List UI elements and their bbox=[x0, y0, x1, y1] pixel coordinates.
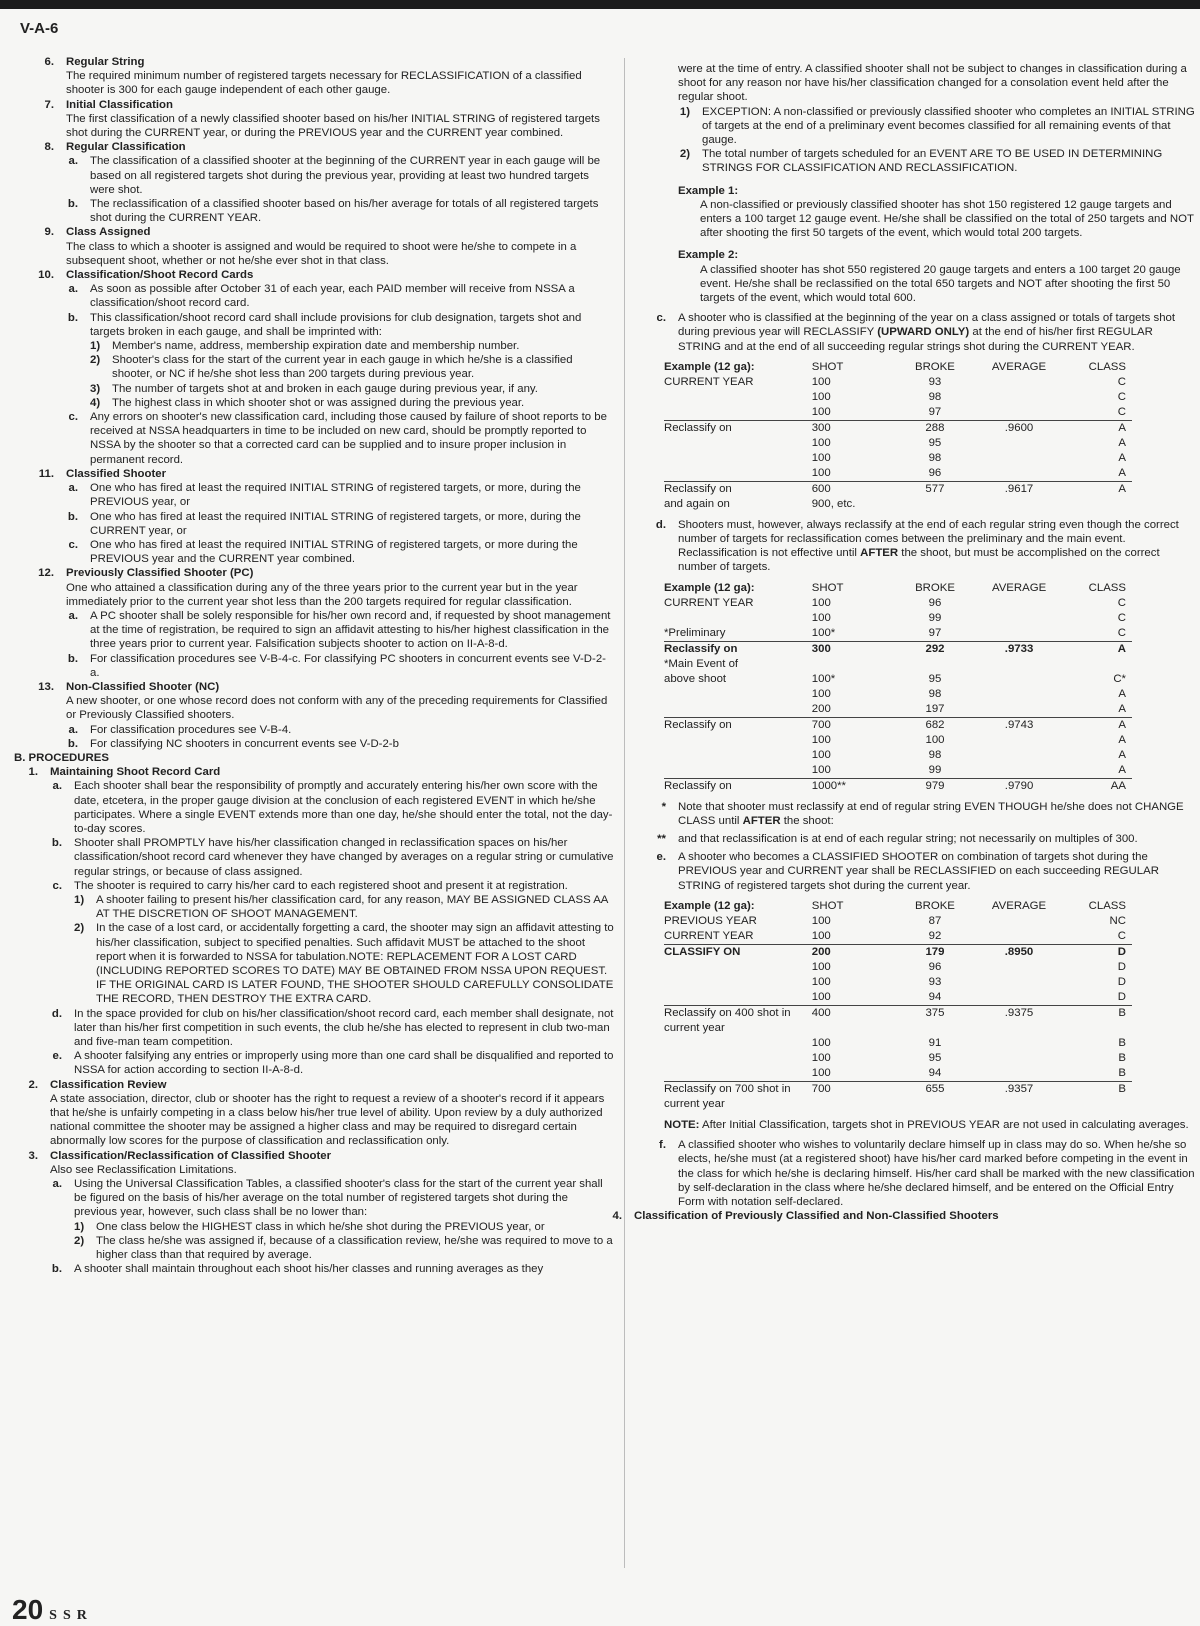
table-cell bbox=[664, 466, 812, 482]
table-row bbox=[664, 481, 1132, 497]
table-cell: 100 bbox=[811, 405, 831, 418]
example-1-text: A non-classified or previously classified shooter has shot 150 registered 12 gauge targets and enters a 100 target 12 gauge event. He/she shall be classified on the total of 250 targets and NOT after shooting the first 50 targets of the event, which would total 200 targets. bbox=[700, 198, 1194, 240]
table-cell: 300 bbox=[812, 641, 891, 657]
item-title: Classification/Reclassification of Classified Shooter bbox=[50, 1149, 332, 1162]
table-cell: 96 bbox=[928, 466, 942, 479]
table-cell: *Main Event of bbox=[664, 657, 739, 670]
table-cell: B bbox=[1118, 1036, 1126, 1049]
right-column bbox=[612, 62, 1198, 1223]
example-table-3 bbox=[664, 899, 1132, 1112]
table-row bbox=[664, 375, 1132, 390]
table-cell bbox=[979, 975, 1058, 990]
table-header bbox=[664, 360, 1132, 375]
table-cell bbox=[979, 929, 1058, 945]
table-row bbox=[664, 763, 1132, 779]
table-cell: 95 bbox=[928, 672, 942, 685]
table-cell bbox=[979, 960, 1058, 975]
table-cell: 100 bbox=[811, 466, 831, 479]
table-cell bbox=[979, 497, 1058, 512]
table-cell: 98 bbox=[928, 748, 942, 761]
table-cell: 700 bbox=[812, 1081, 891, 1112]
column-header: CLASS bbox=[1088, 581, 1126, 594]
table-cell: C bbox=[1117, 375, 1126, 388]
note: NOTE: After Initial Classification, targets shot in PREVIOUS YEAR are not used in calculating averages. bbox=[664, 1118, 1189, 1131]
procedure-2: 2. Classification Review A state association, director, club or shooter has the right to request a review of a shooter's record if it appears that he/she is unfairly competing in a class below his/her true level of ability. Upon review by a duly authorized national committee the shooter may be assigned a higher class and may be required to disregard certain abnormally low scores for the purpose of classification and reclassification only. bbox=[18, 1078, 614, 1149]
table-cell bbox=[979, 436, 1058, 451]
example-2-text: A classified shooter has shot 550 registered 20 gauge targets and enters a 100 target 20 gauge event. He/she shall be reclassified on the total 650 targets and NOT after shooting the first 50 targets of the event, which would total 600. bbox=[700, 263, 1181, 305]
table-row bbox=[664, 960, 1132, 975]
table-cell: .9733 bbox=[979, 641, 1058, 657]
column-header: SHOT bbox=[811, 899, 844, 912]
item-13: 13. Non-Classified Shooter (NC) A new shooter, or one whose record does not conform with any of the preceding requirements for Classified or Previously Classified shooters. a. For classification procedures see V-B-4. b. For classifying NC shooters in concurrent events see V-D-2-b bbox=[30, 680, 614, 751]
table-cell: A bbox=[1059, 717, 1132, 733]
table-cell: and again on bbox=[664, 497, 730, 510]
table-cell: CURRENT YEAR bbox=[664, 375, 754, 388]
table-cell bbox=[664, 436, 812, 451]
table-cell: 97 bbox=[928, 626, 942, 639]
table-cell: 87 bbox=[928, 914, 942, 927]
footnote-1: * Note that shooter must reclassify at end of regular string EVEN THOUGH he/she does not CHANGE CLASS until AFTER the shoot: bbox=[661, 800, 1184, 827]
table-row bbox=[664, 451, 1132, 466]
example-table-2 bbox=[664, 581, 1132, 794]
table-cell: *Preliminary bbox=[664, 626, 726, 639]
table-cell: B bbox=[1118, 1051, 1126, 1064]
column-divider bbox=[624, 58, 625, 1568]
table-cell: 92 bbox=[928, 929, 942, 942]
continued-text: were at the time of entry. A classified shooter shall not be subject to changes in classification during a shoot for any reason nor have his/her classification changed for a consolation event held after the regular shoot. bbox=[678, 63, 1187, 104]
table-cell: D bbox=[1059, 944, 1132, 960]
item-title: Regular String bbox=[66, 56, 145, 68]
table-cell: C bbox=[1117, 405, 1126, 418]
table-cell: 100 bbox=[811, 990, 831, 1003]
table-cell bbox=[979, 914, 1058, 929]
table-cell: 1000** bbox=[812, 778, 891, 794]
table-cell bbox=[1059, 657, 1132, 672]
table-row bbox=[664, 733, 1132, 748]
table-row bbox=[664, 1051, 1132, 1066]
column-header: BROKE bbox=[914, 360, 955, 373]
section-header: V-A-6 bbox=[20, 20, 59, 37]
column-header: BROKE bbox=[915, 899, 955, 912]
table-cell: 98 bbox=[928, 687, 942, 700]
table-cell bbox=[979, 1066, 1058, 1082]
example-table-1 bbox=[664, 360, 1132, 512]
table-cell bbox=[979, 687, 1058, 702]
table-cell: 979 bbox=[891, 778, 980, 794]
table-cell: 100 bbox=[811, 436, 831, 449]
table-cell: 577 bbox=[891, 481, 980, 497]
column-header: CLASS bbox=[1088, 360, 1126, 373]
table-row bbox=[664, 1036, 1132, 1051]
table-cell: .9375 bbox=[979, 1005, 1058, 1036]
table-cell: Reclassify on bbox=[664, 641, 812, 657]
table-row bbox=[664, 702, 1132, 718]
table-cell: B bbox=[1059, 1081, 1132, 1112]
table-cell: PREVIOUS YEAR bbox=[664, 914, 757, 927]
table-row bbox=[664, 466, 1132, 482]
table-cell: 96 bbox=[928, 960, 942, 973]
table-cell: .9357 bbox=[979, 1081, 1058, 1112]
table-cell bbox=[979, 990, 1058, 1006]
table-cell: A bbox=[1118, 702, 1126, 715]
table-cell bbox=[979, 748, 1058, 763]
procedure-1: 1. Maintaining Shoot Record Card a. Each shooter shall bear the responsibility of promptly and accurately entering his/her own score with the date, etcetera, in the proper gauge division at the conclusion of each registered EVENT in which he/she participates. Where a single EVENT extends more than one day, he/she should enter the total, not the day-to-day scores. b. Shooter shall PROMPTLY have his/her classification changed in reclassification spaces on his/her classification/shoot record card whenever they have changed by averages on a regular string or cumulative regular strings, or because of class assigned. c. The shooter is required to carry his/her card to each registered shoot and present it at registration. 1) A shooter failing to present his/her classification card, for any reason, MAY BE ASSIGNED CLASS AA AT THE DISCRETION OF SHOOT MANAGEMENT. 2) In the case of a lost card, or accidentally forgetting a card, the shooter may sign an affidavit attesting to his/her classification, subject to specified penalties. Such affidavit MUST be attached to the shoot report when it is forwarded to NSSA for tabulation.NOTE: REPLACEMENT FOR A LOST CARD (INCLUDING REPORTED SCORES TO DATE) MAY BE OBTAINED FROM NSSA UPON REQUEST. IF THE ORIGINAL CARD IS LATER FOUND, THE SHOOTER SHOULD CAREFULLY CONSOLIDATE THE RECORD, THEN DESTROY THE EXTRA CARD. d. In the space provided for club on his/her classification/shoot record card, each member shall designate, not later than his/her first competition in such events, the club he/she has elected to represent in club two-man and five-man team competition. e. A shooter falsifying any entries or improperly using more than one card shall be disqualified and reported to NSSA for action according to section II-A-8-d. bbox=[28, 766, 614, 1077]
table-cell: 98 bbox=[928, 451, 942, 464]
table-cell: 200 bbox=[811, 702, 831, 715]
table-cell bbox=[664, 990, 812, 1006]
table-cell: 292 bbox=[891, 641, 980, 657]
table-cell bbox=[664, 1051, 812, 1066]
page-footer bbox=[12, 1594, 93, 1626]
table-row bbox=[664, 657, 1132, 672]
procedure-3: 3. Classification/Reclassification of Classified Shooter Also see Reclassification Limitations. a. Using the Universal Classification Tables, a classified shooter's class for the start of the current year shall be figured on the basis of his/her average on the total number of registered targets shot during the previous year, however, such class shall be no lower than: 1) One class below the HIGHEST class in which he/she shot during the PREVIOUS year, or 2) The class he/she was assigned if, because of a classification review, he/she was required to move to a higher class than that required by average. b. A shooter shall maintain throughout each shoot his/her classes and running averages as they bbox=[28, 1149, 613, 1276]
table-cell bbox=[812, 657, 891, 672]
table-cell bbox=[979, 466, 1058, 482]
table-cell: A bbox=[1059, 481, 1132, 497]
table-cell: 100 bbox=[811, 960, 831, 973]
table-cell bbox=[979, 390, 1058, 405]
column-header: BROKE bbox=[915, 581, 955, 594]
item-6: 6. Regular String The required minimum number of registered targets necessary for RECLASSIFICATION of a classified shooter is 300 for each gauge independent of each other gauge. bbox=[30, 55, 614, 98]
table-cell bbox=[664, 687, 812, 702]
column-header: AVERAGE bbox=[991, 581, 1047, 594]
page-number: 20 bbox=[12, 1594, 44, 1625]
item-title: Classified Shooter bbox=[66, 467, 167, 480]
column-header: AVERAGE bbox=[991, 899, 1047, 912]
table-cell bbox=[664, 763, 812, 779]
table-cell: A bbox=[1118, 451, 1126, 464]
table-cell bbox=[664, 451, 812, 466]
table-cell bbox=[891, 497, 980, 512]
column-header: SHOT bbox=[811, 360, 844, 373]
table-cell bbox=[664, 390, 812, 405]
column-header: CLASS bbox=[1088, 899, 1126, 912]
item-f: f. A classified shooter who wishes to voluntarily declare himself up in class may do so. When he/she so elects, he/she must (at a registered shoot) have his/her card marked before competing in the event in the class for which he/she is declaring himself. His/her card shall be marked with the new classification by self-declaration in the class where he/she declared himself, and be entered on the Official Entry Form with notation self-declared. bbox=[659, 1139, 1195, 1208]
table-cell: A bbox=[1118, 763, 1126, 776]
item-12: 12. Previously Classified Shooter (PC) One who attained a classification during any of the three years prior to the current year but in the year immediately prior to the current year shot less than the 200 targets required for regular classification. a. A PC shooter shall be solely responsible for his/her own record and, if requested by shoot management at the time of registration, be required to sign an affidavit attesting to his/her highest classification in the three years prior to current year. Falsification subjects shooter to action on II-A-8-d. b. For classification procedures see V-B-4-c. For classifying PC shooters in concurrent events see V-D-2-a. bbox=[30, 566, 614, 680]
column-header: Example (12 ga): bbox=[664, 360, 755, 373]
table-cell bbox=[664, 748, 812, 763]
item-d: d. Shooters must, however, always reclassify at the end of each regular string even though the correct number of targets for reclassification comes between the preliminary and the main event. Reclassification is not effective until AFTER the shoot, but must be accomplished on the correct number of targets. bbox=[655, 518, 1179, 574]
table-cell: 179 bbox=[891, 944, 980, 960]
table-cell bbox=[664, 960, 812, 975]
table-cell: A bbox=[1118, 733, 1126, 746]
table-cell: 91 bbox=[928, 1036, 942, 1049]
table-cell: C bbox=[1117, 390, 1126, 403]
column-header: AVERAGE bbox=[991, 360, 1047, 373]
table-cell: 100 bbox=[811, 929, 831, 942]
table-row bbox=[664, 914, 1132, 929]
table-cell: 93 bbox=[928, 975, 942, 988]
table-row bbox=[664, 672, 1132, 687]
table-row bbox=[664, 611, 1132, 626]
item-c: c. A shooter who is classified at the beginning of the year on a class assigned or totals of targets shot during previous year will RECLASSIFY (UPWARD ONLY) at the end of his/her first REGULAR STRING and at the end of all succeeding regular strings shot during the CURRENT YEAR. bbox=[656, 312, 1176, 353]
table-cell bbox=[664, 733, 812, 748]
table-cell: NC bbox=[1109, 914, 1126, 927]
table-cell bbox=[664, 611, 812, 626]
table-cell: C bbox=[1117, 596, 1126, 609]
table-cell: 98 bbox=[928, 390, 942, 403]
table-cell: 200 bbox=[812, 944, 891, 960]
table-cell: CURRENT YEAR bbox=[664, 596, 754, 609]
table-cell: 100 bbox=[811, 748, 831, 761]
item-8: 8. Regular Classification a. The classification of a classified shooter at the beginning of the CURRENT year in each gauge will be based on all registered targets shot during the previous year, providing at least two hundred targets were shot. b. The reclassification of a classified shooter based on his/her average for totals of all registered targets shot during the CURRENT YEAR. bbox=[30, 140, 614, 225]
table-cell: 375 bbox=[891, 1005, 980, 1036]
table-cell: AA bbox=[1059, 778, 1132, 794]
table-cell: C bbox=[1117, 611, 1126, 624]
table-row bbox=[664, 626, 1132, 642]
column-header: Example (12 ga): bbox=[664, 581, 755, 594]
table-cell: 100 bbox=[811, 1051, 831, 1064]
table-cell: 100 bbox=[811, 687, 831, 700]
table-cell: 600 bbox=[812, 481, 891, 497]
table-cell: 93 bbox=[928, 375, 942, 388]
table-row bbox=[664, 390, 1132, 405]
example-2-title: Example 2: bbox=[678, 249, 739, 262]
table-cell: 100 bbox=[811, 390, 831, 403]
table-cell: A bbox=[1059, 641, 1132, 657]
table-cell: 99 bbox=[928, 611, 942, 624]
table-row bbox=[664, 717, 1132, 733]
column-header: Example (12 ga): bbox=[664, 899, 755, 912]
table-row bbox=[664, 778, 1132, 794]
table-cell: 94 bbox=[928, 1066, 942, 1079]
table-cell: B bbox=[1059, 1005, 1132, 1036]
table-cell: A bbox=[1118, 748, 1126, 761]
exception-2: 2) The total number of targets scheduled for an EVENT ARE TO BE USED IN DETERMINING STRINGS FOR CLASSIFICATION AND RECLASSIFICATION. bbox=[679, 148, 1163, 175]
table-cell: .9600 bbox=[979, 420, 1058, 436]
table-header bbox=[664, 899, 1132, 914]
item-title: Classification Review bbox=[50, 1078, 167, 1091]
table-cell: 100 bbox=[811, 375, 831, 388]
table-cell: 100* bbox=[811, 672, 836, 685]
table-cell: 700 bbox=[812, 717, 891, 733]
table-cell bbox=[979, 672, 1058, 687]
table-cell: 100 bbox=[811, 611, 831, 624]
table-header bbox=[664, 581, 1132, 596]
table-cell bbox=[979, 451, 1058, 466]
table-cell: .9790 bbox=[979, 778, 1058, 794]
table-cell: above shoot bbox=[664, 672, 727, 685]
table-cell: A bbox=[1118, 687, 1126, 700]
table-row bbox=[664, 975, 1132, 990]
table-cell: .9617 bbox=[979, 481, 1058, 497]
table-cell: CLASSIFY ON bbox=[664, 944, 812, 960]
table-cell: D bbox=[1117, 960, 1126, 973]
table-cell bbox=[979, 733, 1058, 748]
item-title: Maintaining Shoot Record Card bbox=[50, 766, 221, 779]
table-cell bbox=[891, 657, 980, 672]
item-title: Class Assigned bbox=[66, 226, 151, 239]
table-cell: D bbox=[1117, 990, 1126, 1003]
table-cell: 100 bbox=[811, 596, 831, 609]
table-cell: .8950 bbox=[979, 944, 1058, 960]
table-cell: 300 bbox=[812, 420, 891, 436]
item-11: 11. Classified Shooter a. One who has fired at least the required INITIAL STRING of registered targets, or more, during the PREVIOUS year, or b. One who has fired at least the required INITIAL STRING of registered targets, or more, during the CURRENT year, or c. One who has fired at least the required INITIAL STRING of registered targets, or more during the PREVIOUS year and the CURRENT year combined. bbox=[30, 467, 614, 566]
table-cell bbox=[664, 975, 812, 990]
footnote-2: ** and that reclassification is at end of each regular string; not necessarily on multiples of 300. bbox=[657, 833, 1138, 846]
table-cell bbox=[979, 1036, 1058, 1051]
table-cell: 197 bbox=[925, 702, 945, 715]
table-cell: 100 bbox=[925, 733, 945, 746]
table-cell: 95 bbox=[928, 1051, 942, 1064]
table-row bbox=[664, 748, 1132, 763]
table-row bbox=[664, 436, 1132, 451]
table-row bbox=[664, 944, 1132, 960]
table-cell: 100 bbox=[811, 975, 831, 988]
section-heading: B. PROCEDURES bbox=[14, 751, 109, 764]
table-row bbox=[664, 1081, 1132, 1112]
table-cell: 900, etc. bbox=[811, 497, 856, 510]
table-cell: 100 bbox=[811, 733, 831, 746]
table-row bbox=[664, 1005, 1132, 1036]
table-row bbox=[664, 497, 1132, 512]
top-bar bbox=[0, 0, 1200, 9]
table-row bbox=[664, 596, 1132, 611]
table-cell: B bbox=[1118, 1066, 1126, 1079]
example-1-title: Example 1: bbox=[678, 184, 739, 197]
exception-1: 1) EXCEPTION: A non-classified or previously classified shooter who completes an INITIAL STRING of targets at the end of a preliminary event becomes classified for all remaining events of that gauge. bbox=[679, 105, 1195, 147]
table-cell: 288 bbox=[891, 420, 980, 436]
table-cell: A bbox=[1118, 436, 1126, 449]
table-cell: C bbox=[1117, 626, 1126, 639]
table-cell bbox=[979, 657, 1058, 672]
item-title: Non-Classified Shooter (NC) bbox=[66, 680, 220, 693]
table-cell: 100* bbox=[811, 626, 836, 639]
item-title: Classification/Shoot Record Cards bbox=[66, 269, 254, 282]
table-cell bbox=[979, 702, 1058, 718]
table-cell bbox=[1059, 497, 1132, 512]
left-column bbox=[14, 55, 614, 1276]
table-cell: 655 bbox=[891, 1081, 980, 1112]
table-cell: 95 bbox=[928, 436, 942, 449]
table-cell bbox=[979, 626, 1058, 642]
table-cell: Reclassify on 400 shot in current year bbox=[664, 1005, 812, 1036]
table-cell: Reclassify on bbox=[664, 717, 812, 733]
table-cell: Reclassify on bbox=[664, 481, 812, 497]
table-cell bbox=[979, 596, 1058, 611]
table-cell: 682 bbox=[891, 717, 980, 733]
table-cell: 96 bbox=[928, 596, 942, 609]
table-cell: 94 bbox=[928, 990, 942, 1003]
table-row bbox=[664, 641, 1132, 657]
table-cell: 100 bbox=[811, 763, 831, 776]
table-cell: A bbox=[1059, 420, 1132, 436]
table-row bbox=[664, 929, 1132, 945]
item-title: Initial Classification bbox=[66, 98, 173, 111]
column-header: SHOT bbox=[811, 581, 844, 594]
table-row bbox=[664, 420, 1132, 436]
table-cell: A bbox=[1118, 466, 1126, 479]
table-cell: 99 bbox=[928, 763, 942, 776]
section-4: 4. Classification of Previously Classified and Non-Classified Shooters bbox=[612, 1210, 999, 1223]
table-cell: C* bbox=[1113, 672, 1126, 685]
item-10: 10. Classification/Shoot Record Cards a. As soon as possible after October 31 of each year, each PAID member will receive from NSSA a classification/shoot record card. b. This classification/shoot record card shall include provisions for club designation, targets shot and targets broken in each gauge, and shall be imprinted with: 1) Member's name, address, membership expiration date and membership number. 2) Shooter's class for the start of the current year in each gauge in which he/she is a classified shooter, or NC if he/she shot less than 200 targets during previous year. 3) The number of targets shot at and broken in each gauge during previous year, if any. 4) The highest class in which shooter shot or was assigned during the previous year. c. Any errors on shooter's new classification card, including those caused by failure of shoot reports to be received at NSSA headquarters in time to be included on new card, should be promptly reported to NSSA by the shooter so that a corrected card can be supplied and to insure proper inclusion in permanent record. bbox=[30, 268, 614, 467]
table-cell: 100 bbox=[811, 1066, 831, 1079]
table-cell: 97 bbox=[928, 405, 942, 418]
table-cell bbox=[979, 405, 1058, 421]
table-cell bbox=[664, 1036, 812, 1051]
table-cell bbox=[979, 763, 1058, 779]
item-7: 7. Initial Classification The first classification of a newly classified shooter based on his/her INITIAL STRING of registered targets shot during the CURRENT year, or during the PREVIOUS year and the CURRENT year combined. bbox=[30, 98, 614, 141]
table-cell: 100 bbox=[811, 451, 831, 464]
table-cell bbox=[979, 1051, 1058, 1066]
table-cell: 100 bbox=[811, 1036, 831, 1049]
table-cell: 100 bbox=[811, 914, 831, 927]
table-row bbox=[664, 687, 1132, 702]
item-title: Previously Classified Shooter (PC) bbox=[66, 567, 254, 580]
table-row bbox=[664, 990, 1132, 1006]
table-cell: C bbox=[1117, 929, 1126, 942]
table-row bbox=[664, 405, 1132, 421]
table-cell bbox=[664, 702, 812, 718]
table-cell: CURRENT YEAR bbox=[664, 929, 754, 942]
table-cell: 400 bbox=[812, 1005, 891, 1036]
table-row bbox=[664, 1066, 1132, 1082]
table-cell: Reclassify on bbox=[664, 778, 812, 794]
table-cell bbox=[979, 611, 1058, 626]
item-title: Regular Classification bbox=[66, 141, 186, 154]
table-cell bbox=[664, 405, 812, 421]
item-e: e. A shooter who becomes a CLASSIFIED SHOOTER on combination of targets shot during the PREVIOUS year and CURRENT year shall be RECLASSIFIED on each succeeding REGULAR STRING of registered targets shot during the current year. bbox=[656, 851, 1159, 892]
table-cell: Reclassify on 700 shot in current year bbox=[664, 1081, 812, 1112]
table-cell bbox=[979, 375, 1058, 390]
publication-name: SSR bbox=[49, 1608, 93, 1623]
table-cell: D bbox=[1117, 975, 1126, 988]
table-cell bbox=[664, 1066, 812, 1082]
item-9: 9. Class Assigned The class to which a shooter is assigned and would be required to shoot were he/she to compete in a subsequent shoot, whether or not he/she ever shot in that class. bbox=[30, 225, 614, 268]
table-cell: Reclassify on bbox=[664, 420, 812, 436]
table-cell: .9743 bbox=[979, 717, 1058, 733]
